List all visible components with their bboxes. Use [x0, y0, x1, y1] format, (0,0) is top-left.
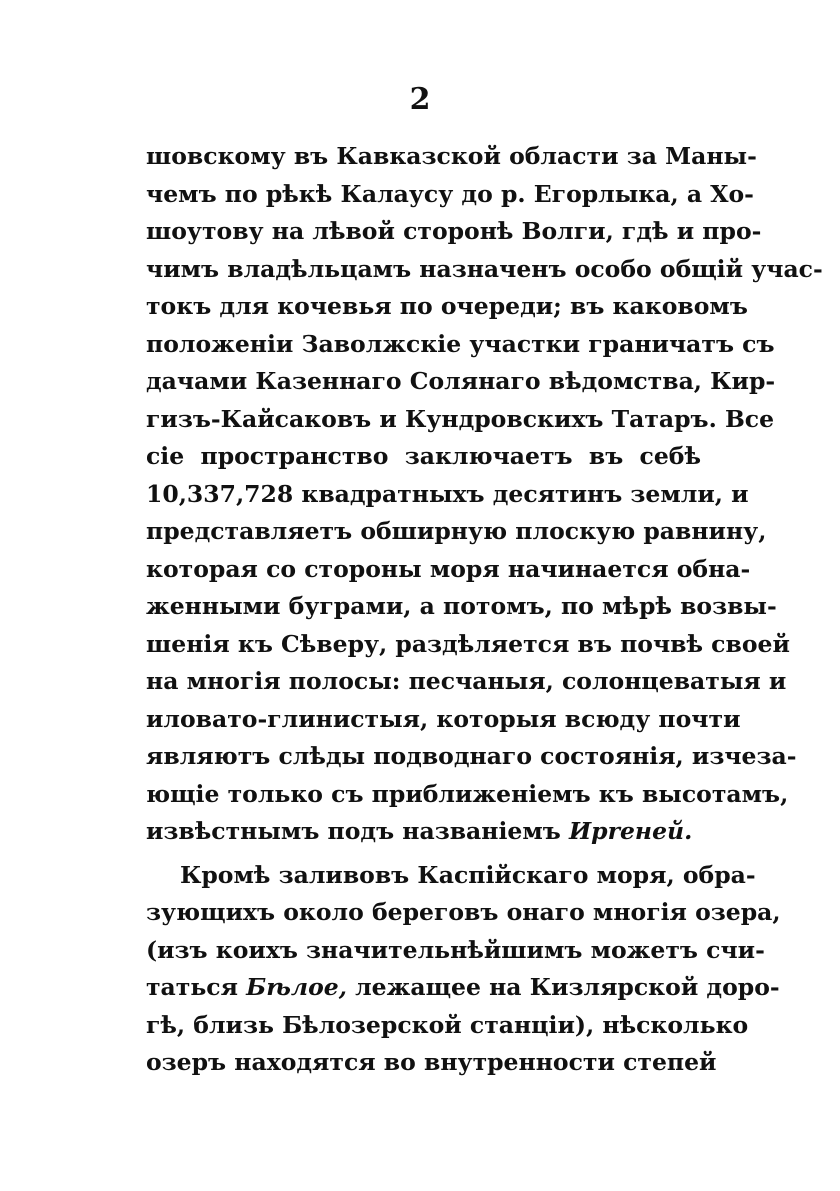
line-text: извѣстнымъ подъ названіемъ — [146, 817, 569, 845]
text-line: озеръ находятся во внутренности степей — [146, 1048, 717, 1076]
page-number: 2 — [409, 82, 431, 117]
text-line: гѣ, близь Бѣлозерской станціи), нѣсколько — [146, 1010, 749, 1039]
line-text: лежащее на Кизлярской доро- — [346, 973, 780, 1001]
text-line: на многія полосы: песчаныя, солонцеватыя и — [146, 667, 787, 695]
text-line: шенія къ Сѣверу, раздѣляется въ почвѣ своей — [146, 629, 790, 658]
text-line: чемъ по рѣкѣ Калаусу до р. Егорлыка, а Хо- — [146, 179, 754, 208]
text-line: (изъ коихъ значительнѣйшимъ можетъ счи- — [146, 935, 765, 964]
text-line: шоутову на лѣвой сторонѣ Волги, гдѣ и про- — [146, 217, 762, 245]
text-line: гизъ-Кайсаковъ и Кундровскихъ Татаръ. Все — [146, 404, 775, 433]
text-line: положеніи Заволжскіе участки граничатъ съ — [146, 329, 775, 358]
text-line: сіе пространство заключаетъ въ себѣ — [146, 442, 701, 470]
text-line: зующихъ около береговъ онаго многія озера, — [146, 898, 781, 926]
text-line: женными буграми, а потомъ, по мѣрѣ возвы- — [146, 592, 777, 620]
text-line: токъ для кочевья по очереди; въ каковомъ — [146, 292, 748, 320]
text-line: представляетъ обширную плоскую равнину, — [146, 517, 767, 545]
text-line: иловато-глинистыя, которыя всюду почти — [146, 704, 741, 733]
text-line: 10,337,728 квадратныхъ десятинъ земли, и — [146, 479, 749, 508]
paragraph-2 — [146, 857, 781, 1082]
text-line-with-italic — [146, 969, 780, 1007]
line-text: таться — [146, 973, 247, 1001]
italic-term: Ирrеней. — [568, 817, 693, 845]
text-line: ющіе только съ приближеніемъ къ высотамъ, — [146, 779, 789, 808]
text-line-final — [146, 813, 701, 851]
paragraph-1 — [146, 138, 823, 851]
text-line: Кромѣ заливовъ Каспійскаго моря, обра- — [180, 860, 756, 889]
text-line: дачами Казеннаго Солянаго вѣдомства, Кир- — [146, 367, 776, 395]
italic-term: Бѣлое, — [246, 973, 347, 1001]
text-line: являютъ слѣды подводнаго состоянія, изчеза- — [146, 742, 797, 770]
text-line: чимъ владѣльцамъ назначенъ особо общій учас- — [146, 254, 823, 283]
body-text — [146, 138, 823, 1082]
text-line: шовскому въ Кавказской области за Маны- — [146, 142, 757, 170]
text-line: которая со стороны моря начинается обна- — [146, 554, 751, 583]
